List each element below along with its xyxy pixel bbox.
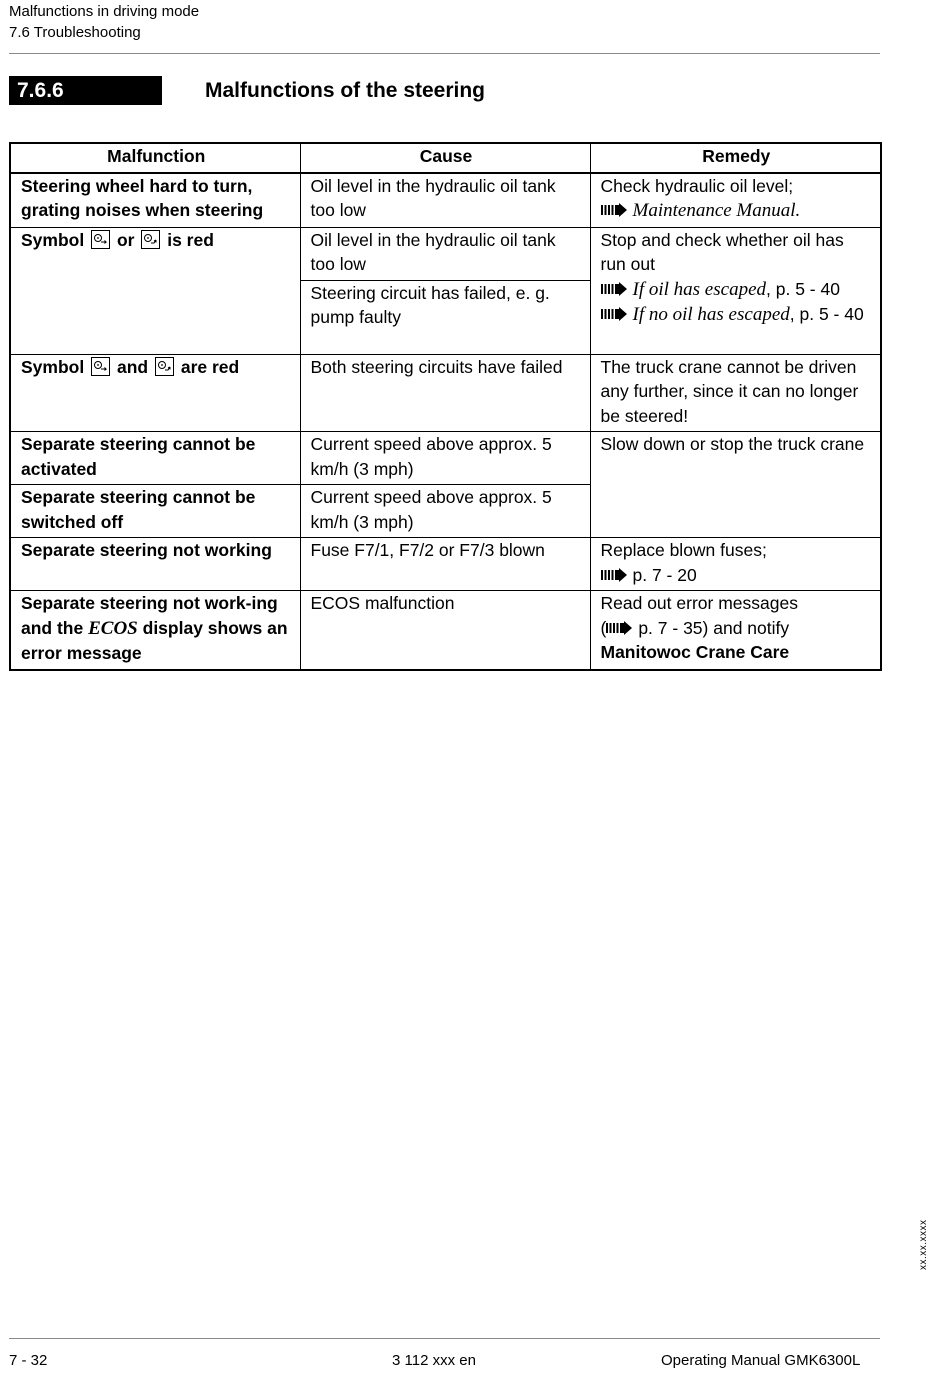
remedy-cell — [590, 227, 881, 354]
malfunction-text: display shows an error message — [21, 617, 288, 663]
remedy-text: Check hydraulic oil level; — [600, 175, 794, 196]
running-header-section: 7.6 Troubleshooting — [9, 24, 141, 41]
malfunction-cell: Steering wheel hard to turn, grating noises when steering — [10, 173, 300, 228]
malfunction-cell: Separate steering not working — [10, 538, 300, 591]
header-rule — [9, 53, 880, 54]
table-header-row — [10, 143, 881, 173]
malfunction-text: Separate steering not work-ing and the — [21, 593, 278, 638]
section-number: 7.6.6 — [9, 76, 162, 105]
remedy-paren: ( — [600, 617, 607, 638]
malfunction-text: and — [116, 356, 149, 377]
table-row — [10, 227, 881, 280]
cause-cell: Current speed above approx. 5 km/h (3 mph) — [300, 432, 590, 485]
table-row — [10, 538, 881, 591]
footer-manual-title: Operating Manual GMK6300L — [661, 1352, 861, 1369]
remedy-cell — [590, 538, 881, 591]
steering-circuit-2-symbol-icon — [141, 230, 160, 249]
running-header-chapter: Malfunctions in driving mode — [9, 3, 200, 20]
malfunction-cell — [10, 227, 300, 354]
remedy-text: Replace blown fuses; — [600, 540, 767, 560]
malfunction-text: are red — [180, 356, 240, 377]
cause-cell: Current speed above approx. 5 km/h (3 mph) — [300, 485, 590, 538]
column-header-malfunction: Malfunction — [10, 143, 300, 173]
footer-page-number: 7 - 32 — [9, 1352, 48, 1369]
reference-arrow-icon — [601, 203, 627, 217]
remedy-cell: The truck crane cannot be driven any further, since it can no longer be steered! — [590, 354, 881, 432]
cause-cell: Fuse F7/1, F7/2 or F7/3 blown — [300, 538, 590, 591]
reference-arrow-icon — [601, 307, 627, 321]
troubleshooting-table — [9, 142, 882, 671]
remedy-cell: Slow down or stop the truck crane — [590, 432, 881, 538]
cross-reference-link[interactable]: If no oil has escaped — [632, 304, 790, 325]
column-header-remedy: Remedy — [590, 143, 881, 173]
malfunction-text: Symbol — [21, 356, 85, 377]
malfunction-cell: Separate steering cannot be activated — [10, 432, 300, 485]
table-row — [10, 591, 881, 670]
malfunction-cell: Separate steering cannot be switched off — [10, 485, 300, 538]
reference-page: , p. 5 - 40 — [766, 278, 840, 299]
malfunction-cell — [10, 354, 300, 432]
reference-arrow-icon — [601, 282, 627, 296]
footer-document-number: 3 112 xxx en — [392, 1352, 476, 1369]
cross-reference-link[interactable]: p. 7 - 35) and notify — [638, 617, 790, 638]
table-row — [10, 173, 881, 228]
service-contact: Manitowoc Crane Care — [600, 642, 790, 662]
steering-circuit-2-symbol-icon — [155, 357, 174, 376]
steering-circuit-1-symbol-icon — [91, 357, 110, 376]
cross-reference-link[interactable]: Maintenance Manual — [632, 200, 796, 221]
cause-cell: Steering circuit has failed, e. g. pump faulty — [300, 280, 590, 354]
malfunction-text: or — [116, 229, 135, 250]
cause-cell: Oil level in the hydraulic oil tank too low — [300, 227, 590, 280]
remedy-cell — [590, 591, 881, 670]
remedy-text: Stop and check whether oil has run out — [600, 229, 844, 274]
ecos-term: ECOS — [88, 617, 138, 639]
column-header-cause: Cause — [300, 143, 590, 173]
remedy-text: Read out error messages — [600, 593, 798, 613]
cross-reference-link[interactable]: p. 7 - 20 — [632, 564, 697, 585]
steering-circuit-1-symbol-icon — [91, 230, 110, 249]
malfunction-text: Symbol — [21, 229, 85, 250]
section-title: Malfunctions of the steering — [205, 79, 486, 102]
side-document-code: xx.xx.xxxx — [918, 1219, 929, 1270]
cause-cell: ECOS malfunction — [300, 591, 590, 670]
malfunction-cell — [10, 591, 300, 670]
table-row — [10, 432, 881, 485]
cross-reference-link[interactable]: If oil has escaped — [632, 278, 767, 300]
reference-arrow-icon — [606, 621, 632, 635]
cause-cell: Oil level in the hydraulic oil tank too low — [300, 173, 590, 228]
reference-page: , p. 5 - 40 — [789, 304, 864, 324]
table-row — [10, 354, 881, 432]
cause-cell: Both steering circuits have failed — [300, 354, 590, 432]
reference-arrow-icon — [601, 568, 627, 582]
malfunction-text: is red — [167, 229, 214, 250]
footer-rule — [9, 1338, 880, 1339]
remedy-punctuation: . — [795, 200, 801, 221]
remedy-cell — [590, 173, 881, 228]
